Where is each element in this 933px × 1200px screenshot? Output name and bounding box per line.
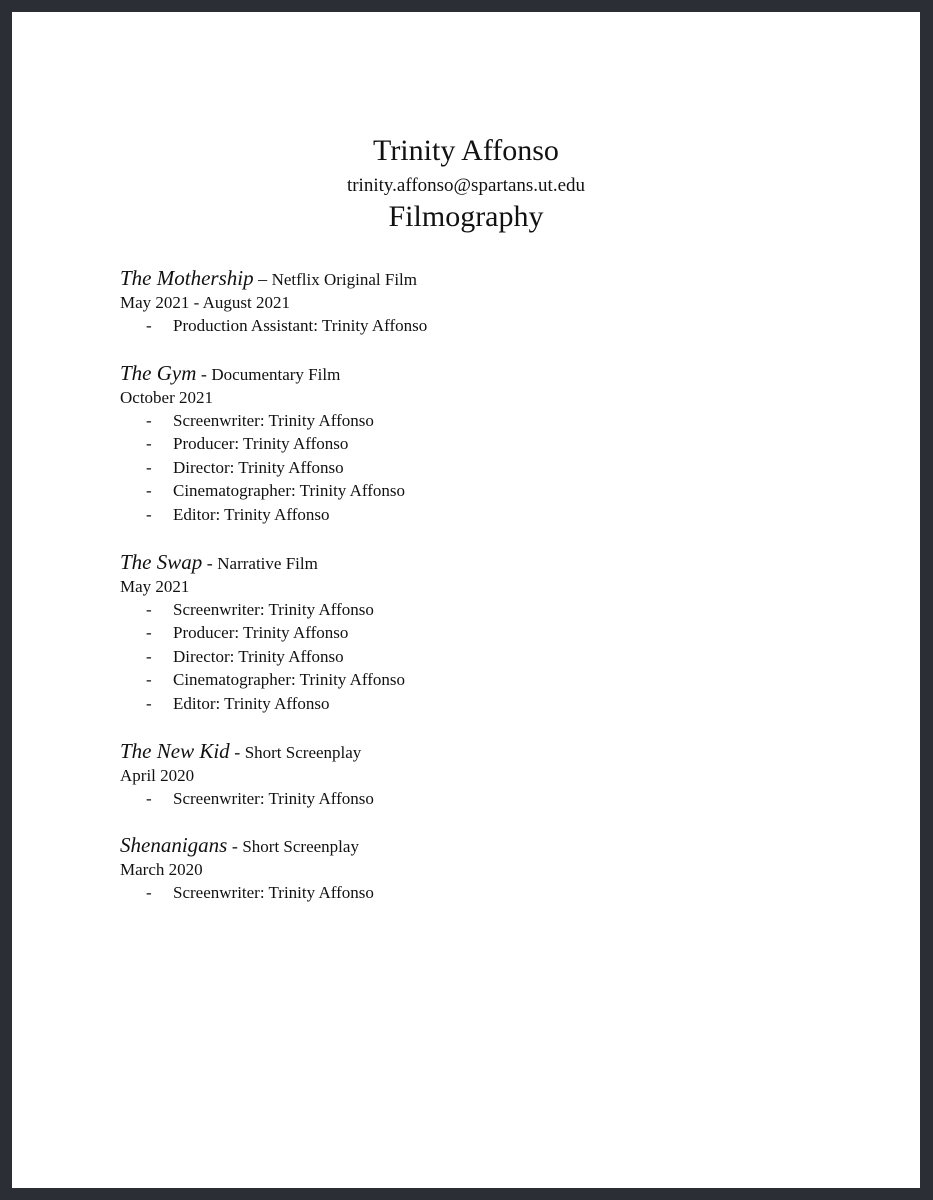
document-page: [12, 12, 920, 1188]
role-list: [120, 787, 880, 811]
film-separator: -: [234, 741, 241, 762]
film-type: Narrative Film: [217, 553, 318, 573]
role-item: - Screenwriter: Trinity Affonso: [120, 409, 880, 433]
role-list: [120, 881, 880, 905]
role-item: - Screenwriter: Trinity Affonso: [120, 881, 880, 905]
film-entry: [120, 360, 880, 527]
film-type: Netflix Original Film: [271, 270, 418, 289]
film-date: April 2020: [120, 765, 195, 785]
role-list: [120, 409, 880, 527]
film-entry: [120, 738, 880, 811]
role-item: - Editor: Trinity Affonso: [120, 692, 880, 716]
film-date: May 2021 - August 2021: [120, 293, 290, 312]
role-item: - Cinematographer: Trinity Affonso: [120, 479, 880, 503]
film-heading: [120, 360, 880, 386]
film-date: May 2021: [120, 576, 190, 596]
film-title: The New Kid: [120, 738, 230, 763]
film-heading: [120, 549, 880, 575]
role-item: - Director: Trinity Affonso: [120, 456, 880, 480]
film-type: Short Screenplay: [242, 837, 359, 857]
role-item: - Screenwriter: Trinity Affonso: [120, 787, 880, 811]
film-entry: [120, 549, 880, 716]
document-header: [12, 133, 920, 235]
role-item: - Producer: Trinity Affonso: [120, 432, 880, 456]
filmography-list: [120, 265, 880, 927]
film-type: Short Screenplay: [244, 742, 362, 762]
film-separator: -: [231, 836, 238, 857]
film-date: October 2021: [120, 387, 214, 407]
film-entry: [120, 265, 880, 338]
film-heading: [120, 738, 880, 764]
role-list: [120, 314, 880, 338]
film-heading: [120, 832, 880, 858]
email-address: trinity.affonso@spartans.ut.edu: [346, 175, 586, 196]
role-list: [120, 598, 880, 716]
film-separator: -: [200, 363, 207, 384]
role-item: - Production Assistant: Trinity Affonso: [120, 314, 880, 338]
document-title: Filmography: [388, 200, 544, 233]
film-type: Documentary Film: [211, 364, 341, 384]
role-item: - Director: Trinity Affonso: [120, 645, 880, 669]
role-item: - Screenwriter: Trinity Affonso: [120, 598, 880, 622]
film-title: The Mothership: [120, 266, 254, 290]
film-title: Shenanigans: [120, 833, 228, 858]
film-separator: -: [206, 552, 213, 573]
film-date: March 2020: [120, 860, 203, 880]
film-heading: [120, 265, 880, 291]
film-separator: –: [258, 269, 268, 289]
role-item: - Producer: Trinity Affonso: [120, 621, 880, 645]
role-item: - Cinematographer: Trinity Affonso: [120, 668, 880, 692]
person-name: Trinity Affonso: [373, 134, 559, 167]
film-title: The Gym: [120, 360, 197, 385]
role-item: - Editor: Trinity Affonso: [120, 503, 880, 527]
film-title: The Swap: [120, 549, 203, 574]
film-entry: [120, 832, 880, 905]
